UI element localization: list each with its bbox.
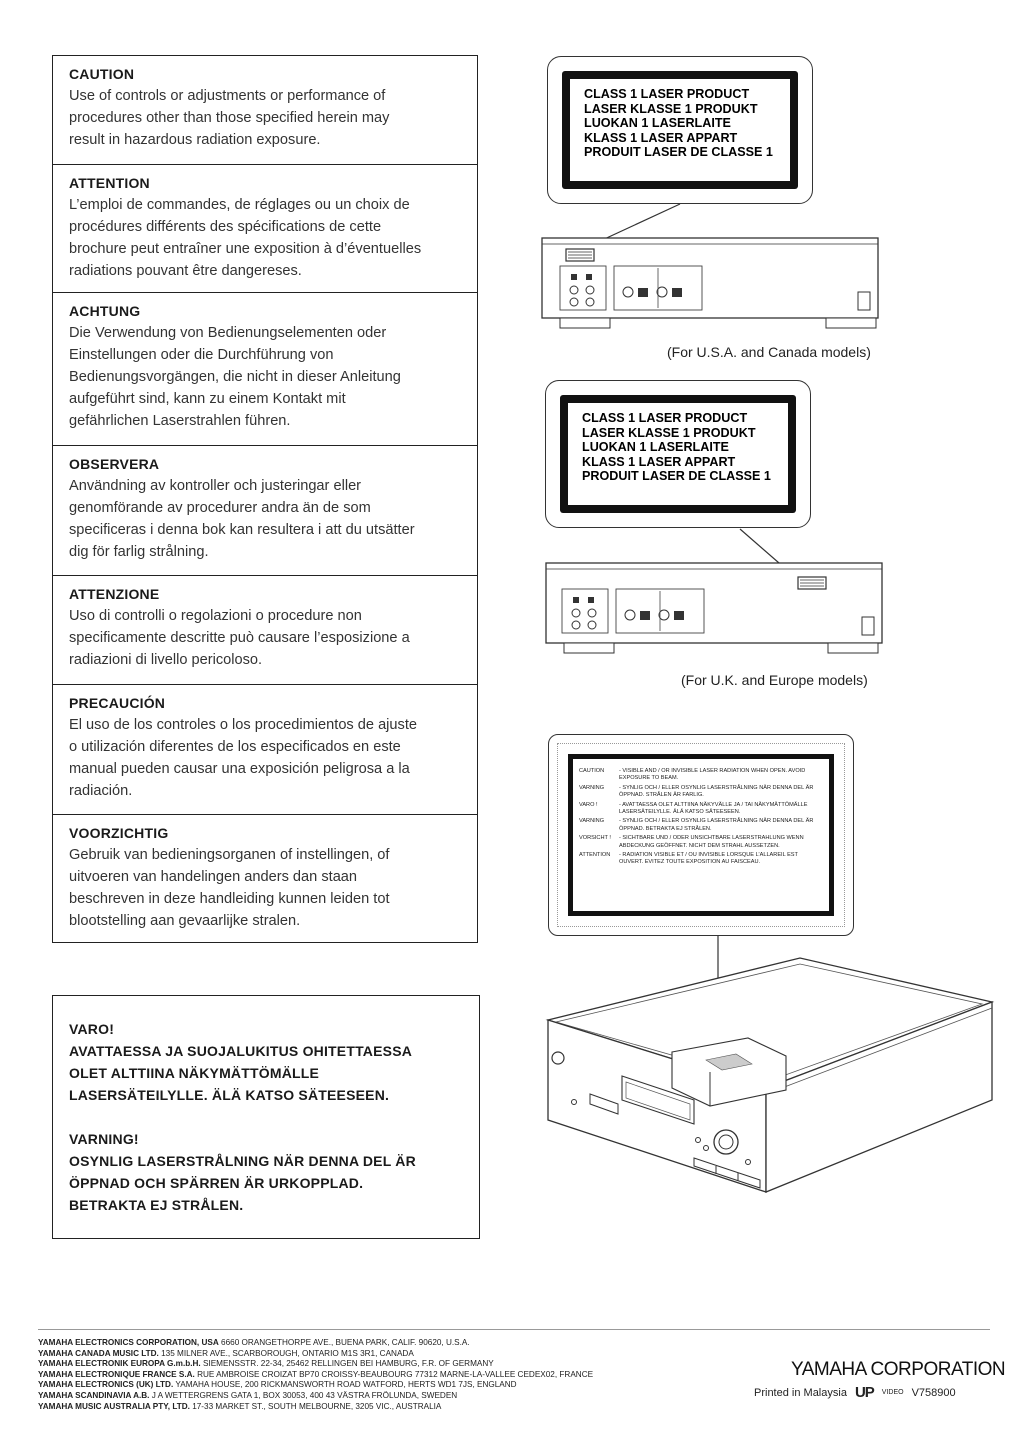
label-line: LASER KLASSE 1 PRODUKT [584,101,758,116]
internal-caution-label [548,734,854,936]
rear-panel-usa-illustration [530,196,900,341]
address-line: YAMAHA MUSIC AUSTRALIA PTY, LTD. 17-33 MARKET ST., SOUTH MELBOURNE, 3205 VIC., AUSTRALIA [38,1401,442,1411]
section-line: Gebruik van bedieningsorganen of instellingen, of [69,847,390,863]
company-addresses [38,1338,758,1412]
finnish-line: OLET ALTTIINA NÄKYMÄTTÖMÄLLE [69,1065,320,1081]
swedish-line: ÖPPNAD OCH SPÄRREN ÄR URKOPPLAD. [69,1175,364,1191]
video-mark: VIDEO [881,1389,904,1396]
section-line: specificeras i denna bok kan resultera i att du utsätter [69,522,415,538]
nordic-warning-box [52,995,480,1239]
label-line: KLASS 1 LASER APPART [582,454,736,469]
section-title: PRECAUCIÓN [69,695,166,711]
address-line: YAMAHA SCANDINAVIA A.B. J A WETTERGRENS GATA 1, BOX 30053, 400 43 VÄSTRA FRÖLUNDA, SWEDEN [38,1390,458,1400]
section-line: Uso di controlli o regolazioni o procedure non [69,608,362,624]
caution-section-nl [53,814,477,942]
section-line: Use of controls or adjustments or performance of [69,88,386,104]
section-title: CAUTION [69,66,135,82]
up-video-logo: UP [854,1384,874,1401]
finnish-line: LASERSÄTEILYLLE. ÄLÄ KATSO SÄTEESEEN. [69,1087,390,1103]
label-line: CLASS 1 LASER PRODUCT [584,87,750,101]
finnish-line: VARO! [69,1021,115,1037]
section-title: ATTENTION [69,175,150,191]
section-line: procedures other than those specified herein may [69,110,390,126]
address-line: YAMAHA ELECTRONICS CORPORATION, USA 6660 ORANGETHORPE AVE., BUENA PARK, CALIF. 90620, U.S.A. [38,1338,470,1347]
section-line: genomförande av procedurer andra än de som [69,500,371,516]
section-line: result in hazardous radiation exposure. [69,132,321,148]
section-line: gefährlichen Laserstrahlen führen. [69,413,291,429]
caution-section-fr [53,164,477,294]
document-code: V758900 [911,1386,956,1399]
section-title: ACHTUNG [69,303,141,319]
rear-panel-uk-illustration [530,525,900,670]
section-line: manual pueden causar una exposición peligrosa a la [69,761,410,777]
section-line: blootstelling aan gevaarlijke stralen. [69,913,301,929]
open-player-illustration [530,930,1010,1230]
internal-label-row: ATTENTION - RADIATION VISIBLE ET / OU INVISIBLE LORSQUE L’ALLAREIL EST OUVERT. EVITEZ TOUTE EXPOSITION AU FAISCEAU. [579,852,798,866]
section-line: Användning av kontroller och justeringar eller [69,478,362,494]
section-line: Einstellungen oder die Durchführung von [69,347,334,363]
internal-label-row: VARNING - SYNLIG OCH / ELLER OSYNLIG LASERSTRÅLNING NÄR DENNA DEL ÄR ÖPPNAD. STRÅLEN ÄR FARLIG. [579,784,814,799]
address-line: YAMAHA ELECTRONIK EUROPA G.m.b.H. SIEMENSSTR. 22-34, 25462 RELLINGEN BEI HAMBURG, F.R. OF GERMANY [38,1359,494,1369]
label-line: LUOKAN 1 LASERLAITE [582,440,729,455]
address-line: YAMAHA ELECTRONICS (UK) LTD. YAMAHA HOUSE, 200 RICKMANSWORTH ROAD WATFORD, HERTS WD1 7JS, ENGLAND [38,1380,517,1390]
caption-usa: (For U.S.A. and Canada models) [667,344,871,360]
label-line: KLASS 1 LASER APPART [584,130,738,145]
internal-label-row: VARNING - SYNLIG OCH / ELLER OSYNLIG LASERSTRÅLNING NÄR DENNA DEL ÄR ÖPPNAD. BETRAKTA EJ STRÅLEN. [579,818,814,832]
caution-section-it [53,575,477,685]
internal-label-row: CAUTION - VISIBLE AND / OR INVISIBLE LASER RADIATION WHEN OPEN. AVOID EXPOSURE TO BEAM. [579,768,806,782]
caution-section-en [53,56,477,174]
caution-box [52,55,478,943]
section-line: El uso de los controles o los procedimientos de ajuste [69,717,418,733]
caution-section-de [53,292,477,446]
swedish-line: OSYNLIG LASERSTRÅLNING NÄR DENNA DEL ÄR [69,1153,416,1169]
section-title: ATTENZIONE [69,586,160,602]
internal-label-row: VARO ! - AVATTAESSA OLET ALTTIINA NÄKYVÄLLE JA / TAI NÄKYMÄTTÖMÄLLE LASERSÄTEILYLLE. ÄLÄ KATSO SÄTEESEEN. [579,801,808,816]
label-line: CLASS 1 LASER PRODUCT [582,411,748,425]
print-info [754,1384,956,1401]
section-line: L’emploi de commandes, de réglages ou un choix de [69,197,410,213]
swedish-line: BETRAKTA EJ STRÅLEN. [69,1197,244,1213]
section-line: dig för farlig strålning. [69,544,209,560]
laser-label-uk [545,380,811,528]
caution-section-es [53,684,477,816]
finnish-line: AVATTAESSA JA SUOJALUKITUS OHITETTAESSA [69,1043,413,1059]
internal-label-row: VORSICHT ! - SICHTBARE UND / ODER UNSICHTBARE LASERSTRAHLUNG WENN ABDECKUNG GEÖFFNET. NICHT DEM STRAHL AUSSETZEN. [579,835,804,849]
corporation-name: YAMAHA CORPORATION [791,1359,1006,1380]
section-line: radiación. [69,783,133,799]
printed-in: Printed in Malaysia [754,1386,847,1399]
section-title: VOORZICHTIG [69,825,169,841]
section-line: Die Verwendung von Bedienungselementen oder [69,325,387,341]
label-line: LUOKAN 1 LASERLAITE [584,116,731,131]
swedish-line: VARNING! [69,1131,139,1147]
laser-label-usa [547,56,813,204]
section-line: brochure peut entraîner une exposition à d’éventuelles [69,241,422,257]
section-line: aufgeführt sind, kann zu einem Kontakt mit [69,391,346,407]
address-line: YAMAHA CANADA MUSIC LTD. 135 MILNER AVE., SCARBOROUGH, ONTARIO M1S 3R1, CANADA [38,1348,414,1358]
section-line: radiazioni di livello pericoloso. [69,652,263,668]
section-line: uitvoeren van handelingen anders dan staan [69,869,358,885]
section-line: specificamente descritte può causare l’esposizione a [69,630,410,646]
footer-divider [38,1329,990,1330]
section-line: procédures différents des spécifications de cette [69,219,382,235]
section-line: beschreven in deze handleiding kunnen leiden tot [69,891,390,907]
label-line: PRODUIT LASER DE CLASSE 1 [582,469,771,484]
address-line: YAMAHA ELECTRONIQUE FRANCE S.A. RUE AMBROISE CROIZAT BP70 CROISSY-BEAUBOURG 77312 MARNE-LA-VALLEE CEDEX02, FRANCE [38,1369,594,1379]
caption-uk: (For U.K. and Europe models) [681,672,868,688]
section-title: OBSERVERA [69,456,160,472]
caution-section-sv [53,445,477,575]
section-line: o utilización diferentes de los especificados en este [69,739,401,755]
label-line: LASER KLASSE 1 PRODUKT [582,425,756,440]
label-line: PRODUIT LASER DE CLASSE 1 [584,145,773,160]
section-line: radiations pouvant être dangereses. [69,263,302,279]
section-line: Bedienungsvorgängen, die nicht in dieser Anleitung [69,369,401,385]
